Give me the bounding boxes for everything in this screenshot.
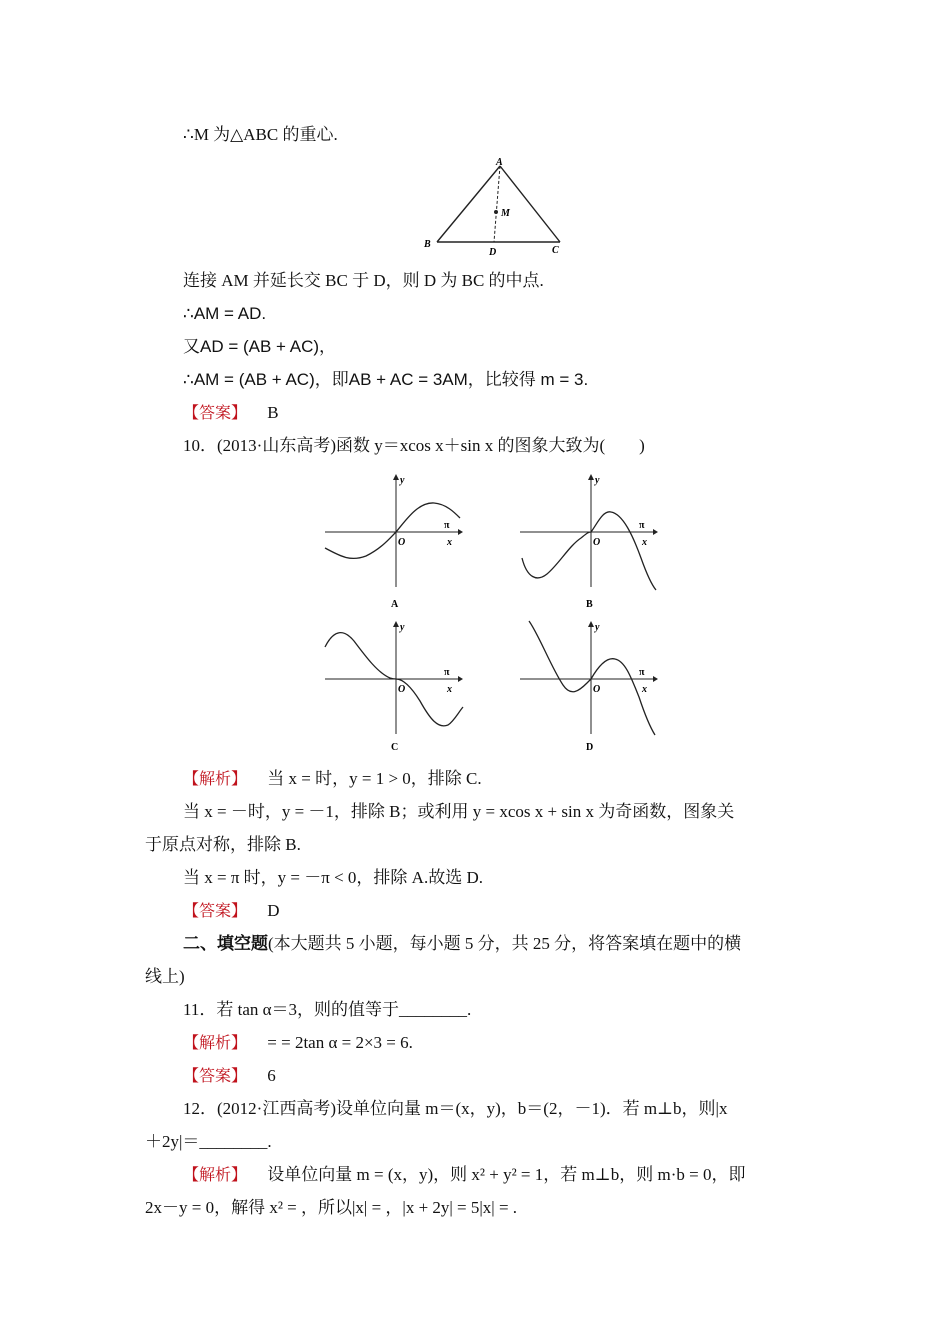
text-line-connect: 连接 AM 并延长交 BC 于 D，则 D 为 BC 的中点. (183, 271, 544, 290)
graph-a-pi-label: π (444, 520, 450, 531)
graph-d-origin-label: O (593, 684, 601, 695)
analysis-tag: 【解析】 (183, 1033, 248, 1052)
analysis-line-10 (183, 768, 482, 790)
text-line-symmetry: 于原点对称，排除 B. (145, 835, 301, 854)
answer-tag: 【答案】 (183, 403, 248, 422)
question-10: 10．(2013·山东高考)函数 y＝xcos x＋sin x 的图象大致为( ) (183, 436, 645, 455)
text-line-exclude-b: 当 x = －时，y = －1，排除 B；或利用 y = xcos x + sin x 为奇函数，图象关 (183, 802, 735, 821)
section-title: 二、填空题 (183, 934, 268, 953)
section-heading (183, 933, 741, 955)
question-11: 11．若 tan α＝3，则的值等于________. (183, 1000, 472, 1019)
graph-c-pi-label: π (444, 667, 450, 678)
question-12-cont: ＋2y|＝________. (145, 1132, 272, 1151)
answer-tag: 【答案】 (183, 901, 248, 920)
analysis-line-11 (183, 1032, 413, 1054)
analysis-tag: 【解析】 (183, 769, 248, 788)
graph-a-origin-label: O (398, 537, 406, 548)
analysis-tag: 【解析】 (183, 1165, 248, 1184)
text-line-centroid: ∴M 为△ABC 的重心. (183, 125, 338, 144)
analysis-text: 设单位向量 m = (x，y)，则 x² + y² = 1，若 m⊥b，则 m·b = 0，即 (267, 1165, 746, 1184)
graph-b-option-label: B (586, 599, 593, 610)
graph-option-c (320, 617, 470, 762)
analysis-line-12-cont: 2x－y = 0，解得 x² = ，所以|x| = ，|x + 2y| = 5|x| = . (145, 1198, 518, 1217)
answer-line-9 (183, 402, 279, 424)
text-line-choose-d: 当 x = π 时，y = －π < 0，排除 A.故选 D. (183, 868, 483, 887)
graph-option-d (515, 617, 665, 762)
point-d-label: D (489, 247, 497, 258)
graph-c-origin-label: O (398, 684, 406, 695)
vertex-b-label: B (424, 239, 431, 250)
graph-a-x-label: x (447, 537, 452, 548)
analysis-line-12 (183, 1164, 745, 1186)
answer-line-11 (183, 1065, 276, 1087)
analysis-text: = = 2tan α = 2×3 = 6. (267, 1033, 413, 1052)
answer-value: B (267, 403, 279, 422)
graph-b-x-label: x (642, 537, 647, 548)
graph-d-y-label: y (595, 622, 600, 633)
graph-b-pi-label: π (639, 520, 645, 531)
analysis-text: 当 x = 时，y = 1 > 0，排除 C. (267, 769, 482, 788)
graph-b-origin-label: O (593, 537, 601, 548)
graph-c-y-label: y (400, 622, 405, 633)
answer-tag: 【答案】 (183, 1066, 248, 1085)
text-line-am-sum: ∴AM = (AB + AC)，即AB + AC = 3AM，比较得 m = 3. (183, 370, 589, 389)
graph-option-a (320, 470, 470, 615)
text-line-ad-sum: 又AD = (AB + AC)， (183, 337, 337, 356)
graph-b-y-label: y (595, 475, 600, 486)
graph-d-option-label: D (586, 742, 594, 753)
graph-d-x-label: x (642, 684, 647, 695)
graph-a-option-label: A (391, 599, 399, 610)
text-line-am-ad: ∴AM = AD. (183, 304, 267, 323)
vertex-c-label: C (552, 245, 559, 256)
triangle-figure (420, 152, 570, 260)
question-12: 12．(2012·江西高考)设单位向量 m＝(x，y)，b＝(2，－1)．若 m⊥b，则|x (183, 1099, 728, 1118)
section-desc: (本大题共 5 小题，每小题 5 分，共 25 分，将答案填在题中的横 (268, 934, 742, 953)
answer-line-10 (183, 900, 280, 922)
section-desc-cont: 线上) (145, 967, 185, 986)
graph-c-option-label: C (391, 742, 399, 753)
vertex-a-label: A (496, 157, 503, 168)
graph-d-pi-label: π (639, 667, 645, 678)
answer-value: 6 (267, 1066, 276, 1085)
graph-a-y-label: y (400, 475, 405, 486)
answer-value: D (267, 901, 280, 920)
graph-c-x-label: x (447, 684, 452, 695)
point-m-label: M (501, 208, 510, 219)
graph-option-b (515, 470, 665, 615)
